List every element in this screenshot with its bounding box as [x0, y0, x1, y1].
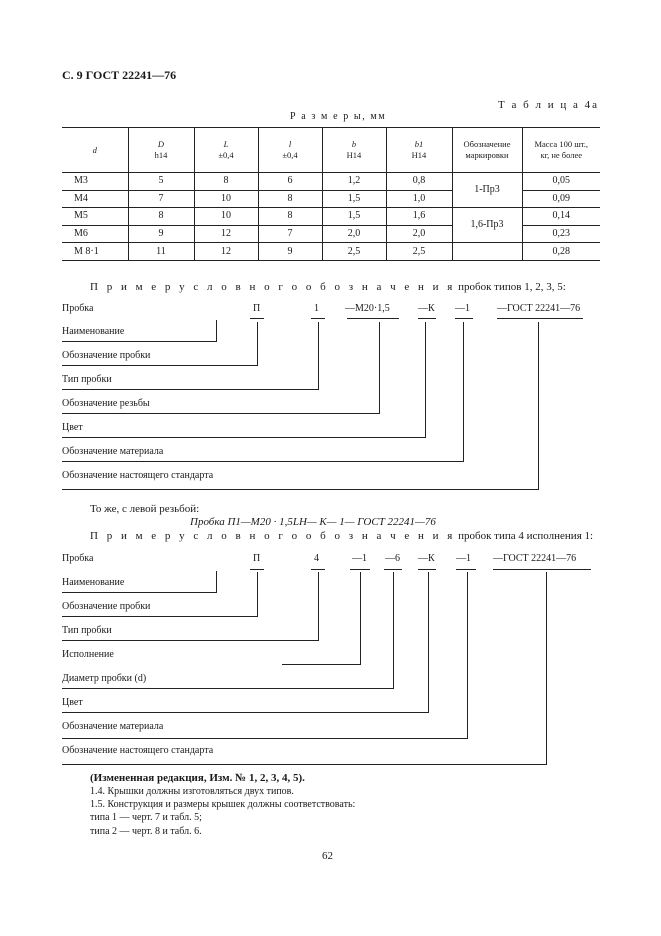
- table-cell: 0,09: [522, 190, 600, 208]
- example1-code-0: П: [253, 303, 261, 314]
- table-subtitle: Р а з м е р ы, мм: [290, 111, 387, 122]
- table-cell: 5: [128, 173, 194, 191]
- table-cell: 1,6: [386, 208, 452, 226]
- table-cell: 0,14: [522, 208, 600, 226]
- example1-label-6: Обозначение настоящего стандарта: [62, 470, 214, 481]
- col-header-L: L ±0,4: [194, 128, 258, 173]
- table-cell: 1,5: [322, 190, 386, 208]
- table-cell: 7: [258, 225, 322, 243]
- example2-label-0: Наименование: [62, 577, 125, 588]
- left-thread-formula: Пробка П1—М20 · 1,5LH— К— 1— ГОСТ 22241—76: [190, 516, 436, 528]
- table-cell: 0,23: [522, 225, 600, 243]
- example1-label-0: Наименование: [62, 326, 125, 337]
- table-cell: 2,0: [386, 225, 452, 243]
- table-cell: М4: [62, 190, 128, 208]
- table-cell: М6: [62, 225, 128, 243]
- example1-label-5: Обозначение материала: [62, 446, 164, 457]
- table-cell: М 8·1: [62, 243, 128, 261]
- table-cell: 1,0: [386, 190, 452, 208]
- table-cell: 2,5: [386, 243, 452, 261]
- col-header-marking: Обозначение маркировки: [452, 128, 522, 173]
- example2-label-7: Обозначение настоящего стандарта: [62, 745, 214, 756]
- example1-lead: Пробка: [62, 303, 94, 314]
- table-cell: 2,0: [322, 225, 386, 243]
- example1-code-2: —М20·1,5: [345, 303, 390, 314]
- table-cell: 8: [128, 208, 194, 226]
- example2-code-6: —ГОСТ 22241—76: [493, 553, 577, 564]
- table-row: [62, 208, 600, 226]
- col-header-b: b H14: [322, 128, 386, 173]
- table-caption: Т а б л и ц а 4а: [498, 99, 599, 111]
- example1-code-3: —К: [418, 303, 435, 314]
- clause-1-4: 1.4. Крышки должны изготовляться двух типов.: [90, 786, 294, 797]
- table-cell-marking: 1,6-Пр3: [452, 208, 522, 243]
- example2-title: П р и м е р у с л о в н о г о о б о з н а ч е н и я пробок типа 4 исполнения 1:: [90, 530, 594, 542]
- table-cell: 0,28: [522, 243, 600, 261]
- table-row: [62, 173, 600, 191]
- example1-code-1: 1: [314, 303, 319, 314]
- example2-code-2: —1: [352, 553, 367, 564]
- table-cell: 10: [194, 190, 258, 208]
- table-cell: 0,05: [522, 173, 600, 191]
- table-cell: 1,5: [322, 208, 386, 226]
- table-cell: 12: [194, 225, 258, 243]
- example1-title: П р и м е р у с л о в н о г о о б о з н а ч е н и я пробок типов 1, 2, 3, 5:: [90, 281, 566, 293]
- example2-label-5: Цвет: [62, 697, 83, 708]
- table-cell-marking: 1-Пр3: [452, 173, 522, 208]
- clause-type-2: типа 2 — черт. 8 и табл. 6.: [90, 826, 202, 837]
- edition-note: (Измененная редакция, Изм. № 1, 2, 3, 4, 5).: [90, 772, 305, 784]
- table-cell: 8: [258, 190, 322, 208]
- example2-code-3: —6: [385, 553, 400, 564]
- col-header-l: l ±0,4: [258, 128, 322, 173]
- example2-code-5: —1: [456, 553, 471, 564]
- example1-label-4: Цвет: [62, 422, 83, 433]
- example2-label-3: Исполнение: [62, 649, 114, 660]
- example1-label-1: Обозначение пробки: [62, 350, 151, 361]
- table-cell-empty: [452, 243, 522, 261]
- left-thread-label: То же, с левой резьбой:: [90, 503, 200, 515]
- dimensions-table: [62, 127, 600, 261]
- example2-label-6: Обозначение материала: [62, 721, 164, 732]
- example2-code-0: П: [253, 553, 261, 564]
- table-row: [62, 243, 600, 261]
- table-cell: 10: [194, 208, 258, 226]
- table-cell: 9: [128, 225, 194, 243]
- col-header-d: d: [62, 128, 128, 173]
- table-cell: 8: [194, 173, 258, 191]
- table-cell: М3: [62, 173, 128, 191]
- example2-lead: Пробка: [62, 553, 94, 564]
- table-cell: 9: [258, 243, 322, 261]
- table-cell: 0,8: [386, 173, 452, 191]
- page-number: 62: [322, 850, 333, 862]
- table-header-row: [62, 128, 600, 173]
- table-cell: 1,2: [322, 173, 386, 191]
- table-cell: 7: [128, 190, 194, 208]
- example1-label-3: Обозначение резьбы: [62, 398, 150, 409]
- example2-label-2: Тип пробки: [62, 625, 112, 636]
- example1-label-2: Тип пробки: [62, 374, 112, 385]
- table-cell: 12: [194, 243, 258, 261]
- col-header-b1: b1 H14: [386, 128, 452, 173]
- page-header: С. 9 ГОСТ 22241—76: [62, 68, 177, 82]
- clause-type-1: типа 1 — черт. 7 и табл. 5;: [90, 812, 202, 823]
- example1-code-4: —1: [455, 303, 470, 314]
- example2-label-1: Обозначение пробки: [62, 601, 151, 612]
- table-cell: 6: [258, 173, 322, 191]
- example2-label-4: Диаметр пробки (d): [62, 673, 147, 684]
- col-header-mass: Масса 100 шт., кг, не более: [522, 128, 600, 173]
- col-header-D: D h14: [128, 128, 194, 173]
- clause-1-5: 1.5. Конструкция и размеры крышек должны соответствовать:: [90, 799, 356, 810]
- table-cell: 8: [258, 208, 322, 226]
- table-cell: 11: [128, 243, 194, 261]
- table-cell: М5: [62, 208, 128, 226]
- table-cell: 2,5: [322, 243, 386, 261]
- example1-code-5: —ГОСТ 22241—76: [497, 303, 581, 314]
- example2-code-1: 4: [314, 553, 319, 564]
- example2-code-4: —К: [418, 553, 435, 564]
